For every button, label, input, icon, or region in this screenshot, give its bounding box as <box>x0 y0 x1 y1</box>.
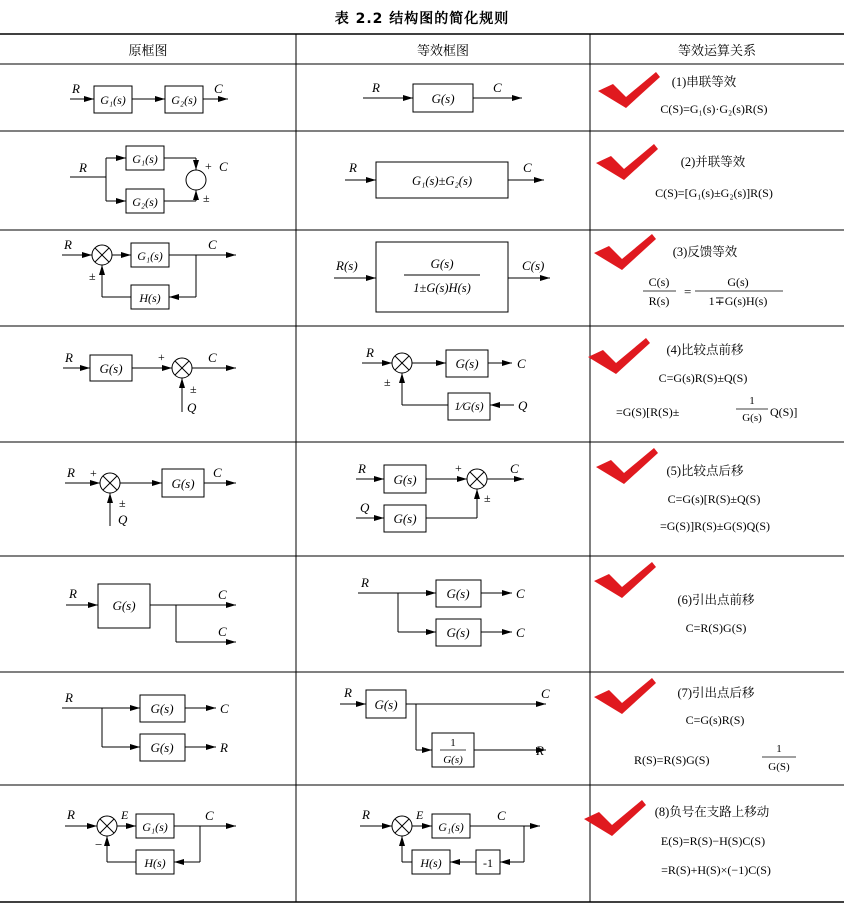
row-5-eq-g1-label: G(s) <box>393 472 417 487</box>
row-2-g1-label: G₁(s) <box>132 152 158 166</box>
row-3-eq-r-label: R(s) <box>336 258 358 273</box>
row-4-eq-c-label: C <box>517 356 526 371</box>
row-7-r-label: R <box>65 690 73 705</box>
check-icon <box>594 234 656 270</box>
row-5-eq-plus-sign: + <box>455 461 462 475</box>
svg-text:G(s): G(s) <box>727 275 749 289</box>
row-6-eq-g2-label: G(s) <box>446 625 470 640</box>
check-icon <box>594 678 656 714</box>
row-7-eq-c-label: C <box>541 686 550 701</box>
row-3-eq-num: G(s) <box>430 256 454 271</box>
row-7-g2-label: G(s) <box>150 740 174 755</box>
svg-text:G(S): G(S) <box>768 761 790 773</box>
row-8-eq-h-label: H(s) <box>420 856 442 870</box>
row-1-original-diagram <box>70 86 228 113</box>
row-2-pm-sign: ± <box>203 191 210 205</box>
row-6-relation-line-1: C=R(S)G(S) <box>685 621 747 635</box>
row-6-r-label: R <box>69 586 77 601</box>
row-7-eq-r-label: R <box>344 685 352 700</box>
row-1-relation-title: (1)串联等效 <box>671 75 737 89</box>
row-8-g1-label: G₁(s) <box>142 820 168 834</box>
row-5-q-label: Q <box>118 512 128 527</box>
row-7-relation-fraction-line <box>634 743 796 773</box>
row-5-eq-r-label: R <box>358 461 366 476</box>
row-5-g-label: G(s) <box>171 476 195 491</box>
row-6-eq-r-label: R <box>361 575 369 590</box>
row-8-minus-sign: − <box>95 837 103 852</box>
svg-text:G(s): G(s) <box>742 412 762 424</box>
row-5-pm-sign: ± <box>119 496 126 510</box>
header-relation: 等效运算关系 <box>677 43 757 58</box>
row-5-relation-line-2: =G(S)]R(S)±G(S)Q(S) <box>659 519 771 533</box>
check-icon <box>588 338 650 374</box>
row-5-relation-title: (5)比较点后移 <box>666 464 744 478</box>
row-4-relation-title: (4)比较点前移 <box>666 343 744 357</box>
row-7-relation-title: (7)引出点后移 <box>677 686 755 700</box>
row-4-relation-fraction-line <box>616 395 797 424</box>
row-2-plus-sign: + <box>205 159 212 173</box>
row-8-relation-line-1: E(S)=R(S)−H(S)C(S) <box>660 834 766 848</box>
row-5-relation-line-1: C=G(s)[R(S)±Q(S) <box>667 492 761 506</box>
svg-text:1: 1 <box>776 743 782 755</box>
row-3-relation-fraction <box>643 275 783 308</box>
row-6-c2-label: C <box>218 624 227 639</box>
row-3-eq-den: 1±G(s)H(s) <box>413 281 471 295</box>
row-3-equivalent-diagram <box>334 242 550 312</box>
row-8-c-label: C <box>205 808 214 823</box>
row-6-eq-g1-label: G(s) <box>446 586 470 601</box>
row-7-c-label: C <box>220 701 229 716</box>
row-8-relation-title: (8)负号在支路上移动 <box>654 805 770 819</box>
row-1-eq-r-label: R <box>372 80 380 95</box>
row-5-eq-pm-sign: ± <box>484 491 491 505</box>
header-original: 原框图 <box>128 43 168 58</box>
row-1-relation-line-1: C(S)=G₁(s)·G₂(s)R(S) <box>660 102 768 116</box>
row-6-equivalent-diagram <box>358 580 512 646</box>
svg-text:C(s): C(s) <box>648 275 670 289</box>
row-6-original-diagram <box>66 584 236 642</box>
row-8-eq-neg1-label: -1 <box>483 856 493 870</box>
table-title: 表 2.2 结构图的简化规则 <box>334 11 510 27</box>
row-1-g1-label: G₁(s) <box>100 93 126 107</box>
row-4-g-label: G(s) <box>99 361 123 376</box>
row-3-h-label: H(s) <box>139 291 161 305</box>
row-7-eq-one: 1 <box>450 737 456 749</box>
row-6-eq-c2-label: C <box>516 625 525 640</box>
svg-text:1∓G(s)H(s): 1∓G(s)H(s) <box>708 294 768 308</box>
row-7-eq-r2-label: R <box>536 743 544 758</box>
row-4-eq-g-label: G(s) <box>455 356 479 371</box>
row-8-r-label: R <box>67 807 75 822</box>
check-icon <box>598 72 660 108</box>
row-1-r-label: R <box>72 81 80 96</box>
svg-text:R(S)=R(S)G(S): R(S)=R(S)G(S) <box>634 753 710 767</box>
row-5-r-label: R <box>67 465 75 480</box>
row-4-eq-q-label: Q <box>518 398 528 413</box>
row-1-eq-g-label: G(s) <box>431 91 455 106</box>
row-2-c-label: C <box>219 159 228 174</box>
row-8-eq-c-label: C <box>497 808 506 823</box>
row-4-eq-r-label: R <box>366 345 374 360</box>
row-5-eq-q-label: Q <box>360 500 370 515</box>
row-6-relation-title: (6)引出点前移 <box>677 593 755 607</box>
svg-text:Q(S)]: Q(S)] <box>770 405 798 419</box>
svg-text:=: = <box>684 284 692 299</box>
svg-text:1: 1 <box>749 395 755 407</box>
row-1-g2-label: G₂(s) <box>171 93 197 107</box>
row-4-r-label: R <box>65 350 73 365</box>
row-5-equivalent-diagram <box>356 465 524 532</box>
check-icon <box>584 800 646 836</box>
row-7-g1-label: G(s) <box>150 701 174 716</box>
row-8-eq-g1-label: G₁(s) <box>438 820 464 834</box>
check-icon <box>594 562 656 598</box>
row-1-eq-c-label: C <box>493 80 502 95</box>
row-3-eq-c-label: C(s) <box>522 258 545 273</box>
row-5-eq-g2-label: G(s) <box>393 511 417 526</box>
row-3-r-label: R <box>64 237 72 252</box>
row-2-relation-line-1: C(S)=[G₁(s)±G₂(s)]R(S) <box>655 186 773 200</box>
row-3-c-label: C <box>208 237 217 252</box>
row-7-r2-label: R <box>220 740 228 755</box>
row-4-plus-sign: + <box>158 350 165 364</box>
row-8-eq-r-label: R <box>362 807 370 822</box>
row-8-h-label: H(s) <box>144 856 166 870</box>
row-8-eq-e-label: E <box>416 808 424 822</box>
row-4-relation-line-1: C=G(s)R(S)±Q(S) <box>658 371 748 385</box>
row-6-g-label: G(s) <box>112 598 136 613</box>
row-4-eq-invg-label: 1⁄G(s) <box>454 399 484 413</box>
row-3-g1-label: G₁(s) <box>137 249 163 263</box>
row-2-r-label: R <box>79 160 87 175</box>
row-2-g2-label: G₂(s) <box>132 195 158 209</box>
svg-text:R(s): R(s) <box>648 294 670 308</box>
row-8-relation-line-2: =R(S)+H(S)×(−1)C(S) <box>661 863 771 877</box>
row-5-eq-c-label: C <box>510 461 519 476</box>
row-2-eq-g-label: G₁(s)±G₂(s) <box>412 174 472 188</box>
row-4-q-label: Q <box>187 400 197 415</box>
row-5-c-label: C <box>213 465 222 480</box>
row-8-e-label: E <box>121 808 129 822</box>
row-6-eq-c1-label: C <box>516 586 525 601</box>
row-7-relation-line-1: C=G(s)R(S) <box>685 713 745 727</box>
check-icon <box>596 448 658 484</box>
row-7-original-diagram <box>62 695 216 761</box>
row-2-eq-c-label: C <box>523 160 532 175</box>
row-5-plus-sign: + <box>90 466 97 480</box>
row-6-c1-label: C <box>218 587 227 602</box>
svg-text:=G(S)[R(S)±: =G(S)[R(S)± <box>616 405 680 419</box>
check-icon <box>596 144 658 180</box>
header-equivalent: 等效框图 <box>416 43 470 58</box>
row-3-relation-title: (3)反馈等效 <box>672 245 738 259</box>
row-3-pm-sign: ± <box>89 269 96 283</box>
row-7-eq-g-label: G(s) <box>374 697 398 712</box>
row-4-eq-pm-sign: ± <box>384 375 391 389</box>
row-2-relation-title: (2)并联等效 <box>680 155 746 169</box>
row-2-eq-r-label: R <box>349 160 357 175</box>
row-4-c-label: C <box>208 350 217 365</box>
row-4-pm-sign: ± <box>190 382 197 396</box>
row-7-eq-den: G(s) <box>443 754 463 766</box>
row-1-c-label: C <box>214 81 223 96</box>
